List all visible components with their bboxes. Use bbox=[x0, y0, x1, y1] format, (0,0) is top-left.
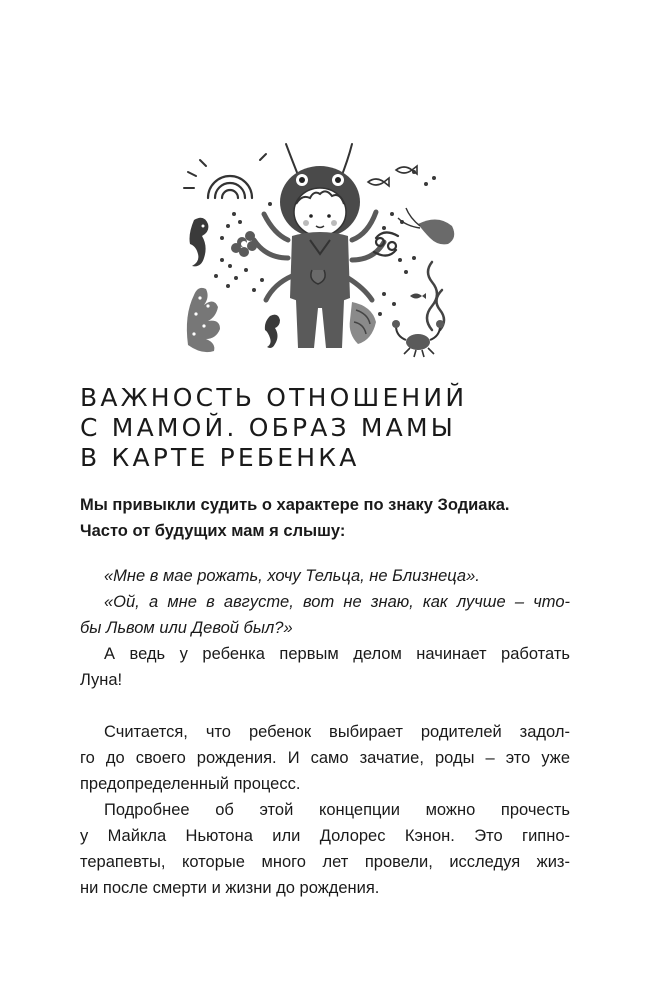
shrimp-icon bbox=[398, 208, 454, 244]
lead-line: Часто от будущих мам я слышу: bbox=[80, 522, 346, 540]
fish-icons bbox=[368, 166, 417, 186]
child-face bbox=[294, 188, 346, 236]
costume-body bbox=[290, 232, 350, 348]
paragraph-moon: А ведь у ребенка первым делом начинает работать bbox=[104, 645, 570, 663]
quote-taurus: «Мне в мае рожать, хочу Тельца, не Близнеца». bbox=[104, 567, 480, 585]
paragraph-moon-cont: Луна! bbox=[80, 671, 123, 689]
heading-line: В КАРТЕ РЕБЕНКА bbox=[80, 443, 360, 472]
quote-august-cont: бы Львом или Девой был?» bbox=[80, 619, 293, 637]
crab-icon bbox=[392, 320, 444, 357]
seahorse-icon bbox=[190, 218, 209, 267]
rainbow-icon bbox=[208, 176, 252, 198]
zodiac-cancer-illustration bbox=[170, 130, 470, 365]
body-text bbox=[80, 563, 570, 901]
small-fish-icon bbox=[410, 293, 426, 299]
heading-line: С МАМОЙ. ОБРАЗ МАМЫ bbox=[80, 413, 456, 442]
lead-line: Мы привыкли судить о характере по знаку Зодиака. bbox=[80, 496, 510, 514]
paragraph-choice-end: предопределенный процесс. bbox=[80, 775, 301, 793]
lead-paragraph bbox=[80, 492, 510, 544]
paragraph-concept: Подробнее об этой концепции можно прочесть bbox=[104, 801, 570, 819]
crab-tail bbox=[350, 302, 376, 344]
paragraph-choice-cont: го до своего рождения. И само зачатие, роды – это уже bbox=[80, 749, 570, 767]
paragraph-concept-end: ни после смерти и жизни до рождения. bbox=[80, 879, 380, 897]
flower-icon bbox=[231, 231, 257, 257]
small-seahorse-icon bbox=[265, 315, 280, 348]
paragraph-gap bbox=[80, 693, 570, 719]
paragraph-concept-cont: у Майкла Ньютона или Долорес Кэнон. Это гипно- bbox=[80, 827, 570, 845]
heading-line: ВАЖНОСТЬ ОТНОШЕНИЙ bbox=[80, 383, 468, 412]
paragraph-choice: Считается, что ребенок выбирает родителей задол- bbox=[104, 723, 570, 741]
paragraph-concept-cont: терапевты, которые много лет провели, исследуя жиз- bbox=[80, 853, 570, 871]
chapter-heading bbox=[80, 383, 467, 473]
seaweed-icon bbox=[427, 262, 444, 330]
coral-icon bbox=[187, 288, 220, 352]
quote-august: «Ой, а мне в августе, вот не знаю, как лучше – что- bbox=[104, 593, 570, 611]
